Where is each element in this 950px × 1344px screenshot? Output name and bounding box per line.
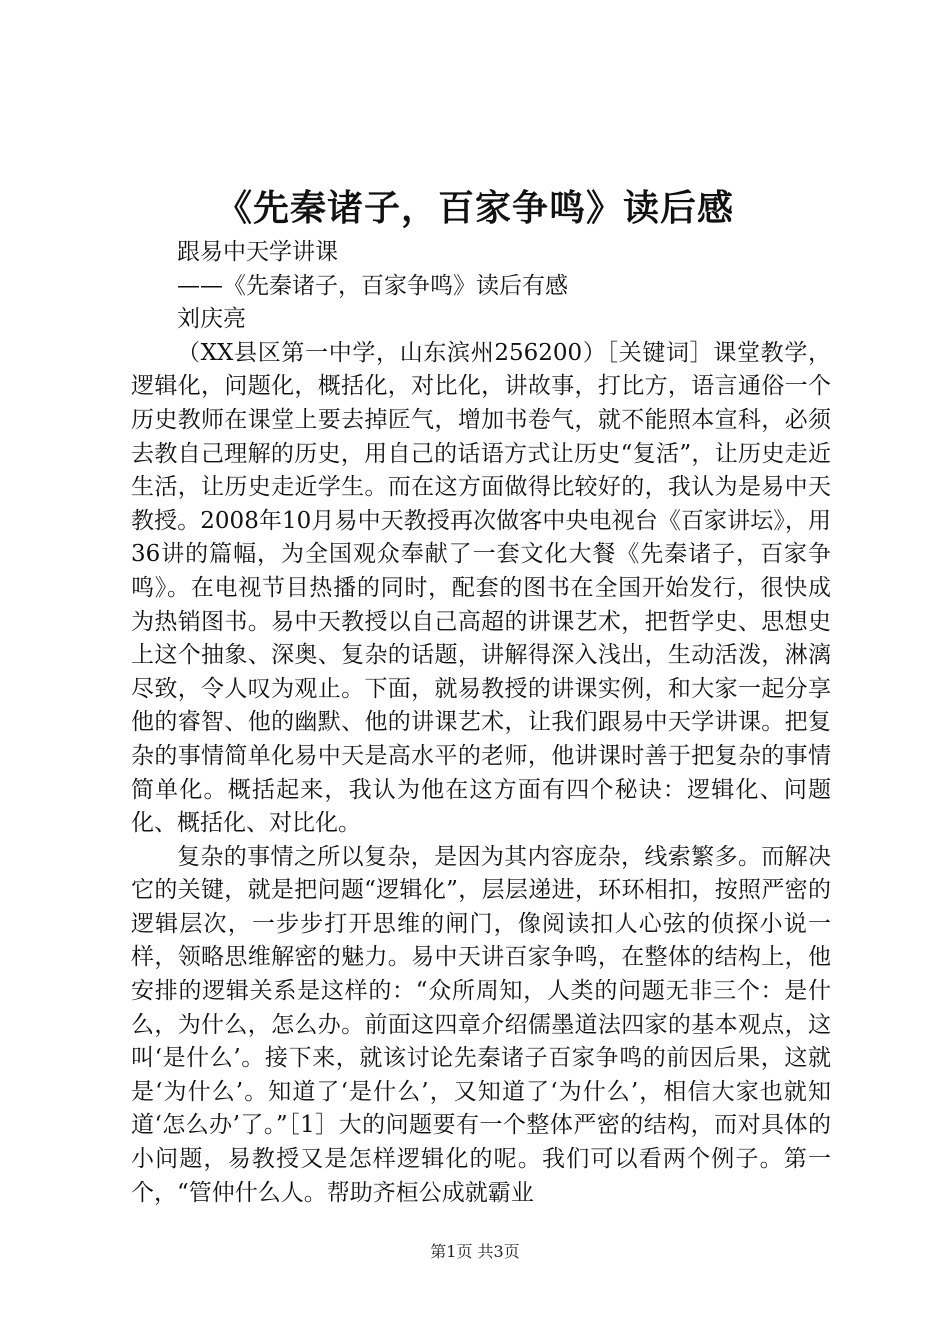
document-title: 《先秦诸子，百家争鸣》读后感 xyxy=(215,187,734,229)
paragraph-author: 刘庆亮 xyxy=(177,306,246,333)
page-footer: 第1页 共3页 xyxy=(430,1242,520,1261)
paragraph-heading: 跟易中天学讲课 xyxy=(177,239,338,265)
document-body xyxy=(131,236,831,1210)
paragraph-logic: 复杂的事情之所以复杂，是因为其内容庞杂，线索繁多。而解决它的关键，就是把问题“逻辑化”，层层递进，环环相扣，按照严密的逻辑层次，一步步打开思维的闸门，像阅读扣人心弦的侦探小说一样，领略思维解密的魅力。易中天讲百家争鸣，在整体的结构上，他安排的逻辑关系是这样的：“众所周知，人类的问题无非三个：是什么，为什么，怎么办。前面这四章介绍儒墨道法四家的基本观点，这叫‘是什么’。接下来，就该讨论先秦诸子百家争鸣的前因后果，这就是‘为什么’。知道了‘是什么’，又知道了‘为什么’，相信大家也就知道‘怎么办’了。”［1］大的问题要有一个整体严密的结构，而对具体的小问题，易教授又是怎样逻辑化的呢。我们可以看两个例子。第一个，“管仲什么人。帮助齐桓公成就霸业 xyxy=(131,843,831,1206)
paragraph-subtitle: ——《先秦诸子，百家争鸣》读后有感 xyxy=(177,272,568,299)
paragraph-intro: （XX县区第一中学，山东滨州256200）［关键词］课堂教学，逻辑化，问题化，概括化，对比化，讲故事，打比方，语言通俗一个历史教师在课堂上要去掉匠气，增加书卷气，就不能照本宣科，必须去教自己理解的历史，用自己的话语方式让历史“复活”，让历史走近生活，让历史走近学生。而在这方面做得比较好的，我认为是易中天教授。2008年10月易中天教授再次做客中央电视台《百家讲坛》，用36讲的篇幅，为全国观众奉献了一套文化大餐《先秦诸子，百家争鸣》。在电视节目热播的同时，配套的图书在全国开始发行，很快成为热销图书。易中天教授以自己高超的讲课艺术，把哲学史、思想史上这个抽象、深奥、复杂的话题，讲解得深入浅出，生动活泼，淋漓尽致，令人叹为观止。下面，就易教授的讲课实例，和大家一起分享他的睿智、他的幽默、他的讲课艺术，让我们跟易中天学讲课。把复杂的事情简单化易中天是高水平的老师，他讲课时善于把复杂的事情简单化。概括起来，我认为他在这方面有四个秘诀：逻辑化、问题化、概括化、对比化。 xyxy=(131,339,831,837)
